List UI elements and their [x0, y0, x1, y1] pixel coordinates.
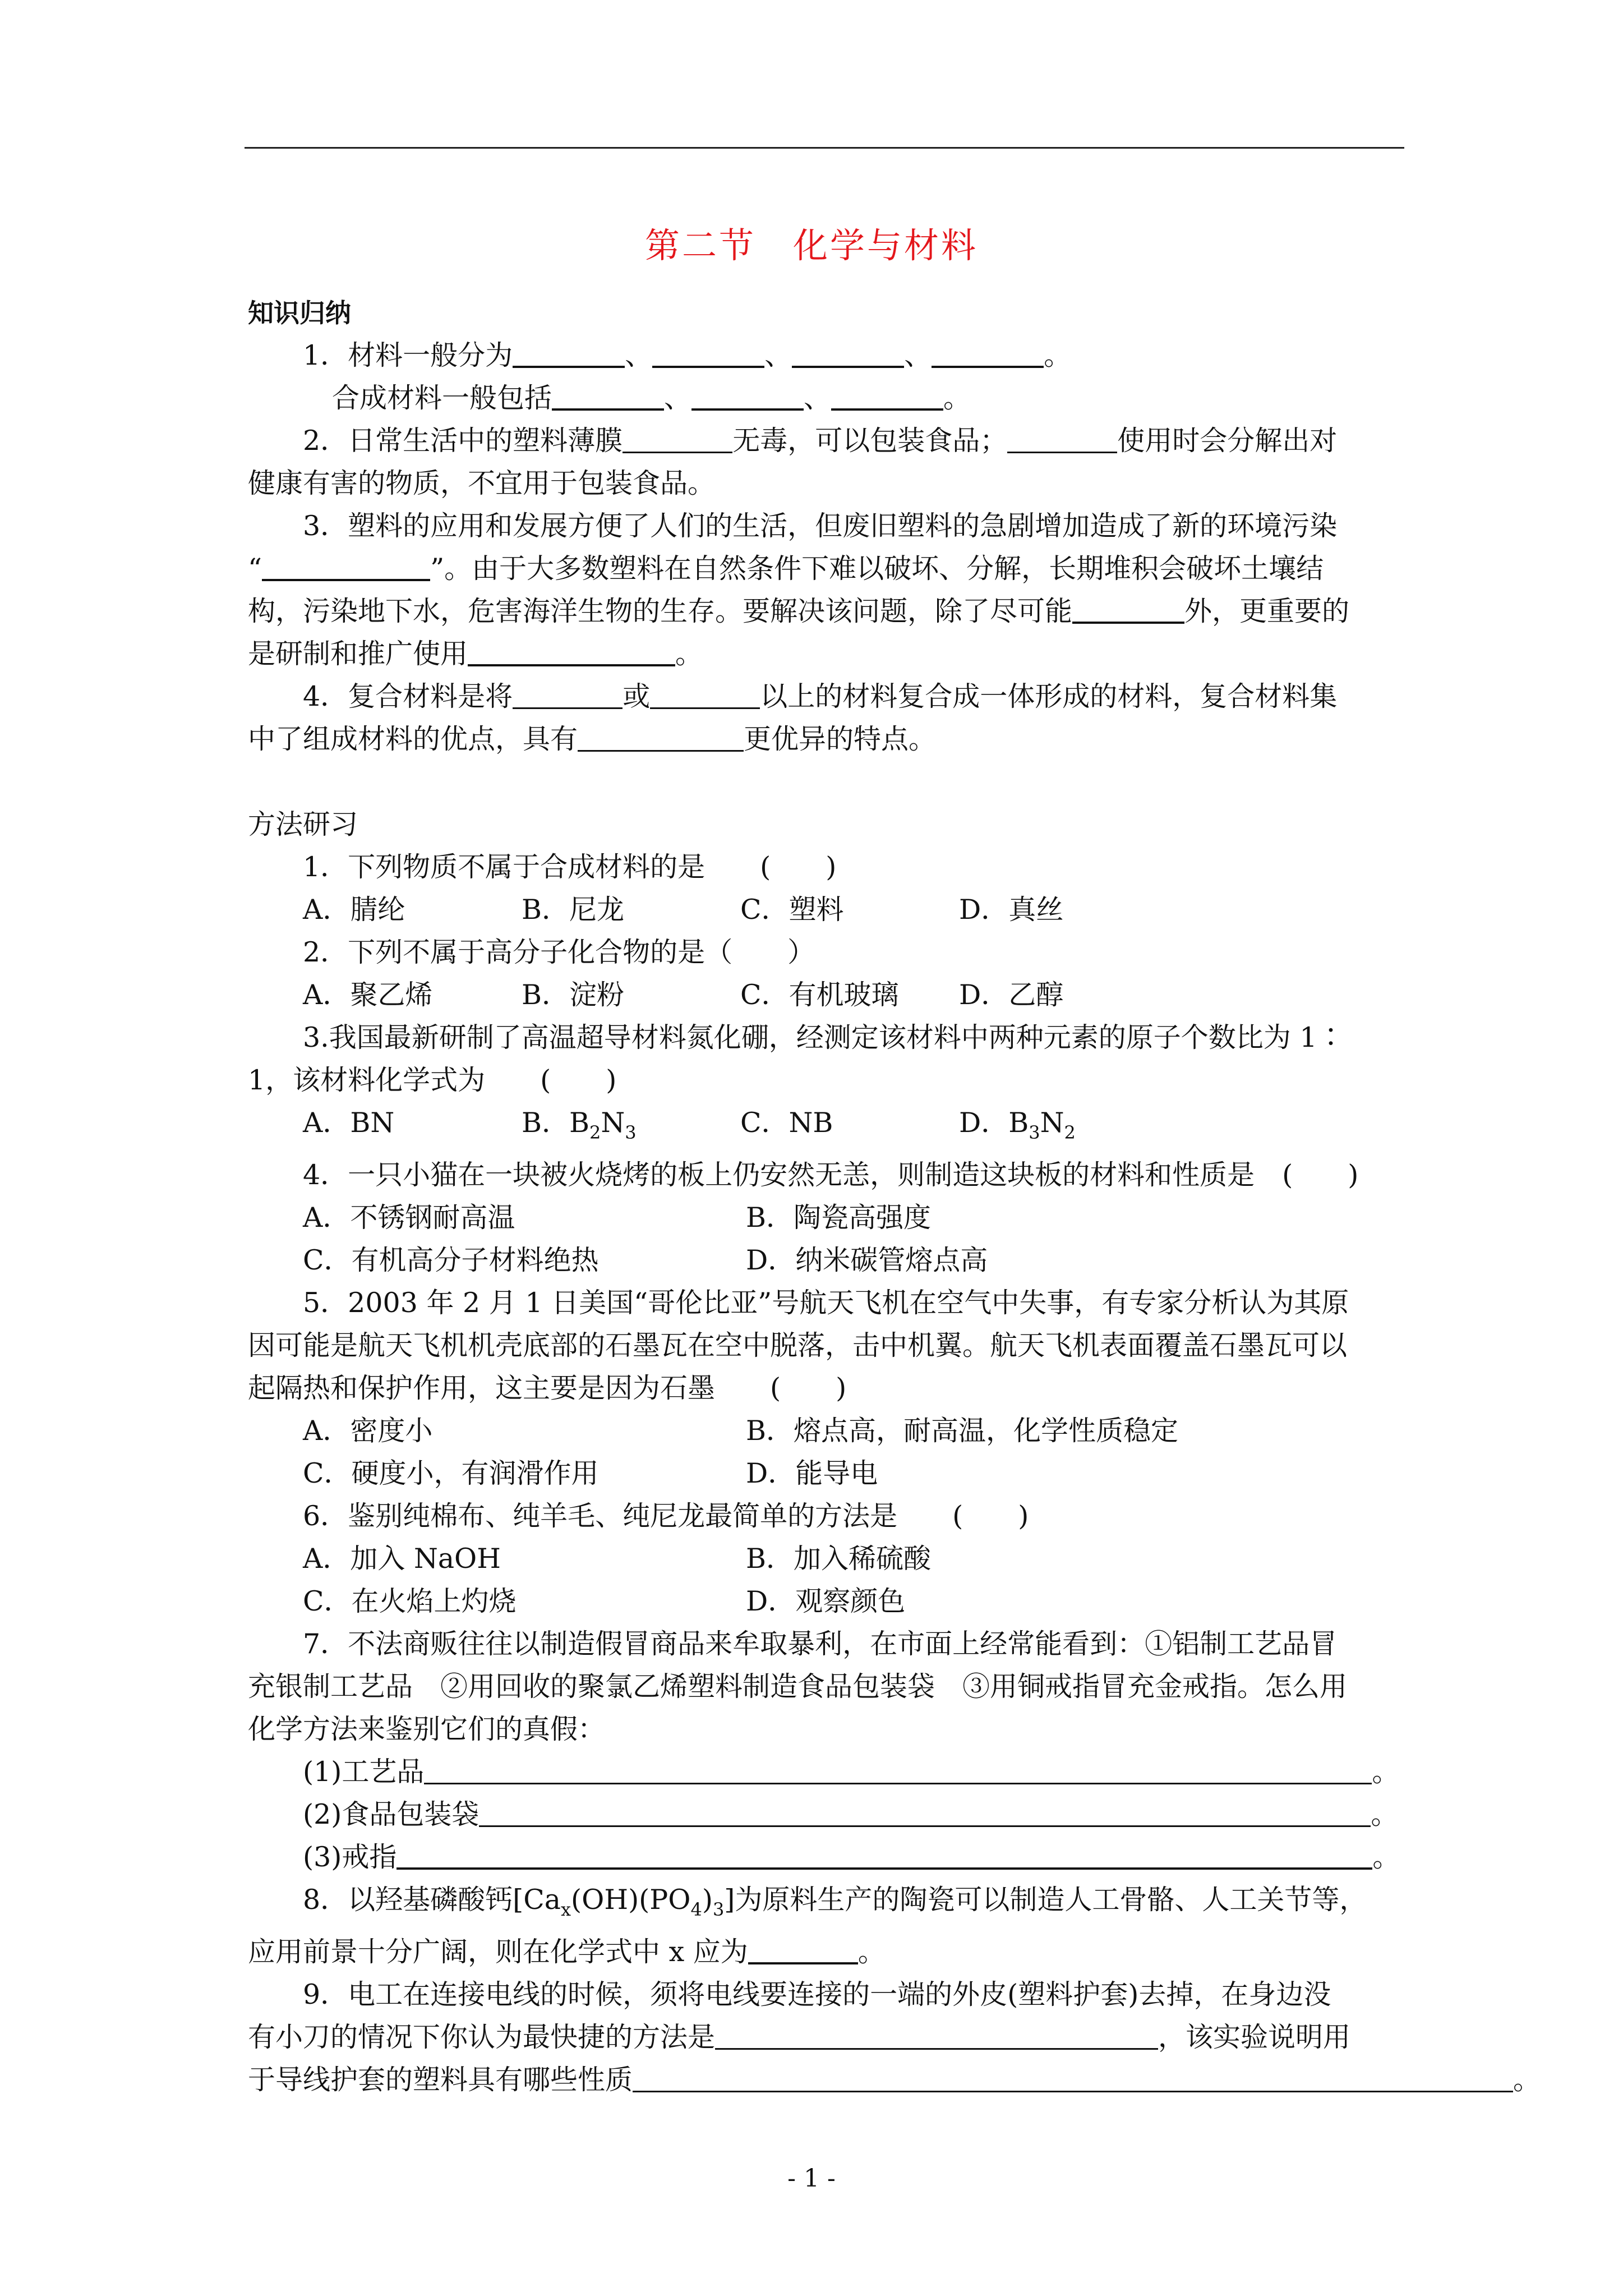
option-a[interactable]: A．聚乙烯	[303, 979, 433, 1011]
method-q7-line3: 化学方法来鉴别它们的真假：	[248, 1713, 606, 1745]
option-b[interactable]: B．尼龙	[522, 894, 625, 926]
option-d[interactable]: D．$B_3N_2$	[959, 1107, 1076, 1143]
answer-blank[interactable]	[831, 381, 943, 411]
method-q6-options-row1	[248, 1538, 1404, 1580]
answer-blank[interactable]	[468, 637, 675, 666]
method-q5-options-row1	[248, 1410, 1404, 1452]
option-a[interactable]: A．腈纶	[303, 894, 405, 926]
knowledge-q1-line2: 合成材料一般包括 、 、 。	[332, 382, 971, 414]
answer-blank[interactable]	[633, 2064, 1513, 2092]
answer-blank[interactable]	[691, 381, 804, 411]
method-q4-options-row1	[248, 1197, 1404, 1239]
method-q1-options	[248, 889, 1404, 931]
knowledge-q4-line2: 中了组成材料的优点，具有 更优异的特点。	[248, 723, 937, 755]
answer-blank[interactable]	[932, 339, 1044, 368]
method-q5-line3: 起隔热和保护作用，这主要是因为石墨 ( )	[248, 1372, 847, 1404]
method-q5-line2: 因可能是航天飞机机壳底部的石墨瓦在空中脱落，击中机翼。航天飞机表面覆盖石墨瓦可以	[248, 1329, 1348, 1361]
section-heading-knowledge: 知识归纳	[248, 298, 351, 328]
method-q6: 6．鉴别纯棉布、纯羊毛、纯尼龙最简单的方法是 ( )	[303, 1500, 1029, 1532]
answer-blank[interactable]	[748, 1935, 858, 1964]
answer-blank[interactable]	[715, 2021, 1158, 2050]
answer-blank[interactable]	[650, 680, 760, 709]
method-q1: 1．下列物质不属于合成材料的是 ( )	[303, 851, 837, 883]
option-b[interactable]: B．加入稀硫酸	[746, 1543, 932, 1575]
method-q7-answer-2: (2)食品包装袋 。	[303, 1798, 1399, 1830]
knowledge-q3-line3: 构，污染地下水，危害海洋生物的生存。要解决该问题，除了尽可能 外，更重要的	[248, 595, 1350, 627]
option-b[interactable]: B．$B_2N_3$	[522, 1107, 637, 1143]
answer-blank[interactable]	[1007, 425, 1117, 453]
answer-blank[interactable]	[424, 1756, 1372, 1784]
method-q6-options-row2	[248, 1580, 1404, 1623]
knowledge-q3-line2: “ ”。由于大多数塑料在自然条件下难以破坏、分解，长期堆积会破坏土壤结	[248, 553, 1324, 585]
answer-blank[interactable]	[1072, 595, 1184, 624]
knowledge-q4-line1: 4．复合材料是将 或 以上的材料复合成一体形成的材料，复合材料集	[303, 680, 1338, 712]
method-q9-line2: 有小刀的情况下你认为最快捷的方法是 ，该实验说明用	[248, 2021, 1351, 2053]
option-d[interactable]: D．能导电	[746, 1457, 878, 1489]
knowledge-q3-line4: 是研制和推广使用 。	[248, 638, 703, 670]
section-heading-method: 方法研习	[248, 808, 358, 840]
answer-blank[interactable]	[396, 1841, 1372, 1870]
option-d[interactable]: D．纳米碳管熔点高	[746, 1244, 988, 1276]
knowledge-q2-line2: 健康有害的物质，不宜用于包装食品。	[248, 467, 716, 499]
option-c[interactable]: C．有机玻璃	[740, 979, 899, 1011]
header-rule	[245, 147, 1404, 149]
option-a[interactable]: A．不锈钢耐高温	[303, 1202, 515, 1234]
option-c[interactable]: C．NB	[740, 1107, 833, 1139]
answer-blank[interactable]	[578, 723, 744, 752]
option-c[interactable]: C．硬度小，有润滑作用	[303, 1457, 599, 1489]
option-a[interactable]: A．密度小	[303, 1415, 433, 1447]
option-b[interactable]: B．淀粉	[522, 979, 625, 1011]
option-c[interactable]: C．有机高分子材料绝热	[303, 1244, 599, 1276]
option-a[interactable]: A．BN	[303, 1107, 395, 1139]
body-text	[248, 292, 1541, 2101]
answer-blank[interactable]	[623, 425, 732, 453]
answer-blank[interactable]	[262, 552, 430, 581]
method-q7-answer-3: (3)戒指 。	[303, 1841, 1400, 1873]
method-q2-options	[248, 974, 1404, 1016]
method-q3-line2: 1，该材料化学式为 ( )	[248, 1064, 617, 1096]
knowledge-q1-line1: 1．材料一般分为 、 、 、 。	[303, 339, 1072, 371]
method-q4-options-row2	[248, 1239, 1404, 1282]
method-q8-line1: 8．以羟基磷酸钙$[Ca_x(OH)(PO_4)_3]$为原料生产的陶瓷可以制造人工骨骼、人工关节等，	[303, 1884, 1367, 1920]
option-c[interactable]: C．塑料	[740, 894, 844, 926]
option-b[interactable]: B．陶瓷高强度	[746, 1202, 932, 1234]
knowledge-q3-line1: 3．塑料的应用和发展方便了人们的生活，但废旧塑料的急剧增加造成了新的环境污染	[303, 510, 1338, 542]
answer-blank[interactable]	[552, 381, 664, 411]
option-d[interactable]: D．观察颜色	[746, 1585, 906, 1617]
method-q5-line1: 5．2003 年 2 月 1 日美国“哥伦比亚”号航天飞机在空气中失事，有专家分析认为其原	[303, 1287, 1349, 1319]
knowledge-q2-line1: 2．日常生活中的塑料薄膜 无毒，可以包装食品； 使用时会分解出对	[303, 425, 1338, 457]
method-q7-answer-1: (1)工艺品 。	[303, 1756, 1400, 1788]
option-c[interactable]: C．在火焰上灼烧	[303, 1585, 517, 1617]
option-d[interactable]: D．乙醇	[959, 979, 1064, 1011]
method-q7-line2: 充银制工艺品 ②用回收的聚氯乙烯塑料制造食品包装袋 ③用铜戒指冒充金戒指。怎么用	[248, 1671, 1348, 1703]
method-q3-line1: 3.我国最新研制了高温超导材料氮化硼，经测定该材料中两种元素的原子个数比为 1∶	[303, 1022, 1345, 1053]
answer-blank[interactable]	[513, 680, 623, 709]
answer-blank[interactable]	[479, 1798, 1371, 1827]
method-q9-line1: 9．电工在连接电线的时候，须将电线要连接的一端的外皮(塑料护套)去掉，在身边没	[303, 1978, 1331, 2010]
method-q3-options	[248, 1102, 1404, 1154]
method-q8-line2: 应用前景十分广阔，则在化学式中 x 应为 。	[248, 1936, 886, 1968]
option-b[interactable]: B．熔点高，耐高温，化学性质稳定	[746, 1415, 1179, 1447]
method-q5-options-row2	[248, 1452, 1404, 1495]
option-d[interactable]: D．真丝	[959, 894, 1064, 926]
page-number: - 1 -	[787, 2164, 836, 2193]
option-a[interactable]: A．加入 NaOH	[303, 1543, 501, 1575]
answer-blank[interactable]	[792, 339, 904, 368]
answer-blank[interactable]	[652, 339, 764, 368]
method-q9-line3: 于导线护套的塑料具有哪些性质 。	[248, 2064, 1541, 2096]
page-title: 第二节 化学与材料	[644, 225, 978, 266]
method-q2: 2．下列不属于高分子化合物的是（ ）	[303, 936, 815, 968]
method-q7-line1: 7．不法商贩往往以制造假冒商品来牟取暴利，在市面上经常能看到：①铝制工艺品冒	[303, 1628, 1338, 1660]
method-q4: 4．一只小猫在一块被火烧烤的板上仍安然无恙，则制造这块板的材料和性质是 ( )	[303, 1159, 1359, 1191]
answer-blank[interactable]	[513, 339, 625, 368]
